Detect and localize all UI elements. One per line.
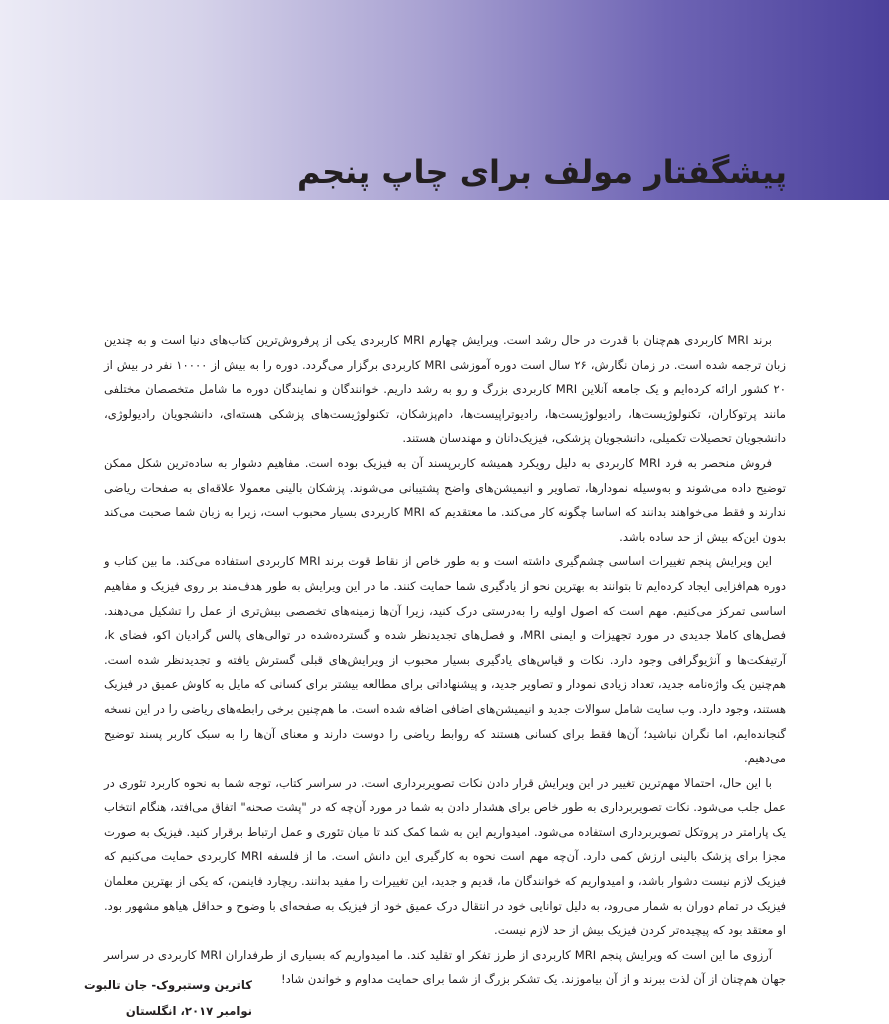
signature-block <box>0 972 252 1024</box>
preface-paragraph-1: برند MRI کاربردی هم‌چنان با قدرت در حال رشد است. ویرایش چهارم MRI کاربردی یکی از پرفروش‌ترین کتاب‌های دنیا است و به چندین زبان ترجمه شده است. در زمان نگارش، ۲۶ سال است دوره آموزشی MRI کاربردی برگزار می‌گردد. دوره را به بیش از ۱۰۰۰۰ نفر در بیش از ۲۰ کشور ارائه کرده‌ایم و یک جامعه آنلاین MRI کاربردی بزرگ و رو به رشد داریم. خوانندگان و نمایندگان دوره ما شامل متخصصان مختلفی مانند پرتوکاران، تکنولوژیست‌ها، رادیولوژیست‌ها، رادیوتراپیست‌ها، دام‌پزشکان، تکنولوژیست‌های پزشکی هسته‌ای، دانشجویان رادیولوژی، دانشجویان تحصیلات تکمیلی، دانشجویان پزشکی، فیزیک‌دانان و مهندسان هستند. <box>104 333 786 446</box>
preface-paragraph-2: فروش منحصر به فرد MRI کاربردی به دلیل رویکرد همیشه کاربرپسند آن به فیزیک بوده است. مفاهیم دشوار به ساده‌ترین شکل ممکن توضیح داده می‌شوند و به‌وسیله نمودارها، تصاویر و انیمیشن‌های واضح پشتیبانی می‌شوند. پزشکان بالینی معمولا علاقه‌ای به صفحات ریاضی ندارند و فقط می‌خواهند بدانند که اساسا چگونه کار می‌کند. ما معتقدیم که MRI کاربردی بسیار محبوب است، زیرا به زبان شما صحبت می‌کند بدون این‌که بیش از حد ساده باشد. <box>104 455 786 544</box>
signature-date-place: نوامبر ۲۰۱۷، انگلستان <box>125 1004 252 1018</box>
preface-paragraph-3: این ویرایش پنجم تغییرات اساسی چشم‌گیری داشته است و به طور خاص از نقاط قوت برند MRI کاربردی استفاده می‌کند. ما بین کتاب و دوره هم‌افزایی ایجاد کرده‌ایم تا بتوانند به بهترین نحو از یادگیری شما حمایت کنند. ما در این ویرایش به طور هدف‌مند بر روی فیزیک و مفاهیم اساسی تمرکز می‌کنیم. مهم است که اصول اولیه را به‌درستی درک کنید، زیرا آن‌ها زمینه‌های تخصصی بیش‌تری از عمل را تشکیل می‌دهند. فصل‌های کاملا جدیدی در مورد تجهیزات و ایمنی MRI، و فصل‌های تجدیدنظر شده و گسترده‌شده در توالی‌های پالس گرادیان اکو، فضای k، آرتیفکت‌ها و آنژیوگرافی وجود دارد. نکات و قیاس‌های یادگیری بسیار محبوب از ویرایش‌های قبلی گسترش یافته و تجدیدنظر شده است. هم‌چنین یک واژه‌نامه جدید، تعداد زیادی نمودار و تصاویر جدید، و پیشنهاداتی برای مطالعه بیشتر برای کسانی که مایل به کاوش عمیق در فیزیک هستند، وجود دارد. وب سایت شامل سوالات جدید و انیمیشن‌های اضافی اضافه شده است. ما هم‌چنین برخی رابطه‌های ریاضی را در این نسخه گنجانده‌ایم، اما نگران نباشید؛ آن‌ها فقط برای کسانی هستند که روابط ریاضی را دوست دارند و معنای آن‌ها را به سبک کاربر پسند توضیح می‌دهیم. <box>104 554 786 766</box>
page-title: پیشگفتار مولف برای چاپ پنجم <box>296 153 787 191</box>
signature-authors: کاترین وستبروک- جان تالبوت <box>83 978 252 992</box>
preface-paragraph-4: با این حال، احتمالا مهم‌ترین تغییر در این ویرایش قرار دادن نکات تصویربرداری است. در سراسر کتاب، توجه شما به نحوه کاربرد تئوری در عمل جلب می‌شود. نکات تصویربرداری به طور خاص برای هشدار دادن به شما در مورد آن‌چه که در "پشت صحنه" اتفاق می‌افتد، هنگام انتخاب یک پارامتر در پروتکل تصویربرداری استفاده می‌شود. امیدواریم این به شما کمک کند تا میان تئوری و عمل ارتباط برقرار کنید. فیزیک به صورت مجزا برای پزشک بالینی ارزش کمی دارد. آن‌چه مهم است نحوه به کارگیری این دانش است. ما از فلسفه MRI کاربردی حمایت می‌کنیم که فیزیک لازم نیست دشوار باشد، و امیدواریم که خوانندگان ما، قدیم و جدید، این تغییرات را مفید بدانند. ریچارد فاینمن، که یکی از بهترین معلمان فیزیک در تمام دوران به شمار می‌رود، به دلیل توانایی خود در انتقال درک عمیق خود از فیزیک به صفحه‌ای با وضوح و حداقل هیاهو مشهور بود. او معتقد بود که پیچیده‌تر کردن فیزیک بیش از حد لازم نیست. <box>104 775 786 938</box>
preface-paragraph-5: آرزوی ما این است که ویرایش پنجم MRI کاربردی از طرز تفکر او تقلید کند. ما امیدواریم که بسیاری از طرفداران MRI کاربردی در سراسر جهان هم‌چنان از آن لذت ببرند و از آن بیاموزند. یک تشکر بزرگ از شما برای حمایت مداوم و خواندن شاد! <box>104 947 786 987</box>
preface-body <box>104 328 786 992</box>
